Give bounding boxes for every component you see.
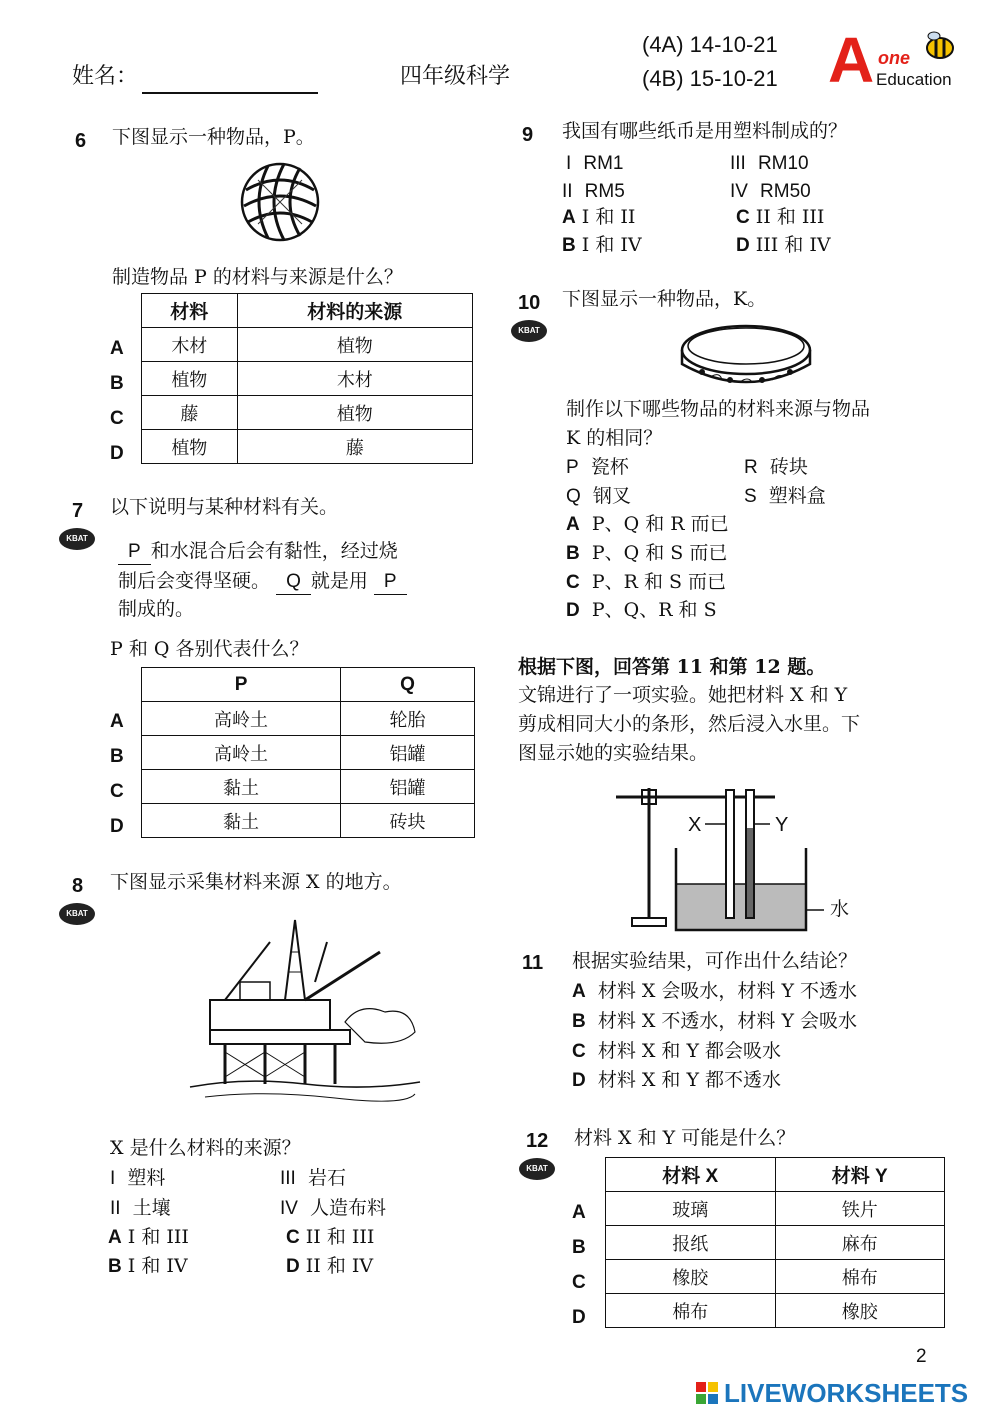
table-row: 木材 植物 [142,328,473,362]
kbat-badge: KBAT [519,1158,555,1180]
q10-item-s: S 塑料盒 [744,485,826,507]
q8-item-ii: II 土壤 [110,1197,171,1219]
date-4b: (4B) 15-10-21 [642,66,778,91]
table-row: 植物 藤 [142,430,473,464]
q9-option-c[interactable]: C II 和 III [736,206,825,228]
q9-item-iv: IV RM50 [730,181,811,202]
q10-stem: 下图显示一种物品，K。 [562,288,767,310]
q6-option-a[interactable]: A [110,338,124,359]
q11-stem: 根据实验结果，可作出什么结论？ [572,950,858,972]
q9-item-i: I RM1 [566,153,624,174]
table-row: 高岭土 铝罐 [142,736,475,770]
q10-option-d[interactable]: D P、Q、R 和 S [566,599,717,621]
q8-option-b[interactable]: B I 和 IV [108,1255,188,1277]
kbat-badge: KBAT [59,903,95,925]
rattan-ball-image [238,160,322,244]
name-input-line[interactable] [142,92,318,94]
a-one-education-logo: A one Education [828,28,968,98]
q10-item-q: Q 钢叉 [566,485,631,507]
q10-item-r: R 砖块 [744,456,808,478]
q7-header-q: Q [341,668,475,702]
kbat-badge: KBAT [59,528,95,550]
table-row: 棉布 橡胶 [606,1294,945,1328]
date-4a: (4A) 14-10-21 [642,32,778,57]
q7-option-a[interactable]: A [110,711,124,732]
page-number: 2 [916,1346,927,1367]
q7-passage-line2: 制后会变得坚硬。 Q 就是用 P [118,570,407,595]
q7-table [141,667,475,838]
q12-option-a[interactable]: A [572,1202,586,1223]
q12-table [605,1157,945,1328]
subject-title: 四年级科学 [400,64,511,89]
bangle-image [676,320,816,392]
q8-number: 8 [72,875,84,897]
bee-icon [920,28,960,64]
q8-option-d[interactable]: D II 和 IV [286,1255,374,1277]
table-row: 黏土 砖块 [142,804,475,838]
q9-option-b[interactable]: B I 和 IV [562,234,642,256]
q10-item-p: P 瓷杯 [566,456,629,478]
q12-stem: 材料 X 和 Y 可能是什么？ [574,1127,796,1149]
liveworksheets-logo-icon [696,1382,720,1404]
q6-table [141,293,473,464]
q10-question-line1: 制作以下哪些物品的材料来源与物品 [566,398,871,420]
q8-question: X 是什么材料的来源？ [110,1137,301,1159]
q10-option-b[interactable]: B P、Q 和 S 而已 [566,542,728,564]
q8-option-c[interactable]: C II 和 III [286,1226,375,1248]
q6-stem: 下图显示一种物品，P。 [112,126,315,148]
q11-option-d[interactable]: D 材料 X 和 Y 都不透水 [572,1069,782,1091]
table-row: 高岭土 轮胎 [142,702,475,736]
q7-passage-line1: P 和水混合后会有黏性，经过烧 [118,540,398,565]
q7-question: P 和 Q 各别代表什么？ [110,638,309,660]
section-instruction: 根据下图，回答第 11 和第 12 题。 [518,656,826,678]
q6-header-material: 材料 [142,294,238,328]
q6-option-c[interactable]: C [110,408,124,429]
q8-stem: 下图显示采集材料来源 X 的地方。 [110,871,402,893]
q11-number: 11 [522,952,544,974]
section-text-line2: 剪成相同大小的条形，然后浸入水里。下 [518,713,861,735]
table-row: 黏土 铝罐 [142,770,475,804]
q7-number: 7 [72,500,84,522]
q12-header-x: 材料 X [606,1158,776,1192]
name-label: 姓名： [72,64,139,89]
q7-option-d[interactable]: D [110,816,124,837]
q7-header-p: P [142,668,341,702]
q7-option-c[interactable]: C [110,781,124,802]
q10-question-line2: K 的相同？ [566,427,663,449]
q8-item-iii: III 岩石 [280,1167,346,1189]
table-row: 报纸 麻布 [606,1226,945,1260]
q12-option-c[interactable]: C [572,1272,586,1293]
q9-stem: 我国有哪些纸币是用塑料制成的？ [562,120,848,142]
q6-option-d[interactable]: D [110,443,124,464]
q11-option-c[interactable]: C 材料 X 和 Y 都会吸水 [572,1040,782,1062]
table-row: 橡胶 棉布 [606,1260,945,1294]
q7-option-b[interactable]: B [110,746,124,767]
table-row: 植物 木材 [142,362,473,396]
oil-rig-image [185,912,425,1112]
q6-number: 6 [75,130,87,152]
label-x: X [688,814,702,836]
q8-item-iv: IV 人造布料 [280,1197,387,1219]
experiment-diagram [610,778,860,938]
table-row: 玻璃 铁片 [606,1192,945,1226]
q10-option-a[interactable]: A P、Q 和 R 而已 [566,513,729,535]
liveworksheets-watermark: LIVEWORKSHEETS [696,1378,996,1408]
q8-option-a[interactable]: A I 和 III [108,1226,189,1248]
q11-option-a[interactable]: A 材料 X 会吸水，材料 Y 不透水 [572,980,858,1002]
q12-number: 12 [526,1130,549,1152]
q6-question: 制造物品 P 的材料与来源是什么？ [112,266,403,288]
q7-stem: 以下说明与某种材料有关。 [110,496,339,518]
table-row: 藤 植物 [142,396,473,430]
q9-item-ii: II RM5 [562,181,625,202]
q9-option-a[interactable]: A I 和 II [562,206,636,228]
q11-option-b[interactable]: B 材料 X 不透水，材料 Y 会吸水 [572,1010,858,1032]
label-water: 水 [830,898,850,920]
q9-item-iii: III RM10 [730,153,809,174]
q9-option-d[interactable]: D III 和 IV [736,234,831,256]
section-text-line3: 图显示她的实验结果。 [518,742,709,764]
q12-option-d[interactable]: D [572,1307,586,1328]
q12-header-y: 材料 Y [775,1158,945,1192]
q9-number: 9 [522,124,534,146]
q8-item-i: I 塑料 [110,1167,166,1189]
kbat-badge: KBAT [511,320,547,342]
label-y: Y [775,814,789,836]
q6-option-b[interactable]: B [110,373,124,394]
q10-number: 10 [518,292,541,314]
q10-option-c[interactable]: C P、R 和 S 而已 [566,571,727,593]
q12-option-b[interactable]: B [572,1237,586,1258]
q7-passage-line3: 制成的。 [118,598,195,620]
q6-header-source: 材料的来源 [237,294,472,328]
section-text-line1: 文锦进行了一项实验。她把材料 X 和 Y [518,684,848,706]
